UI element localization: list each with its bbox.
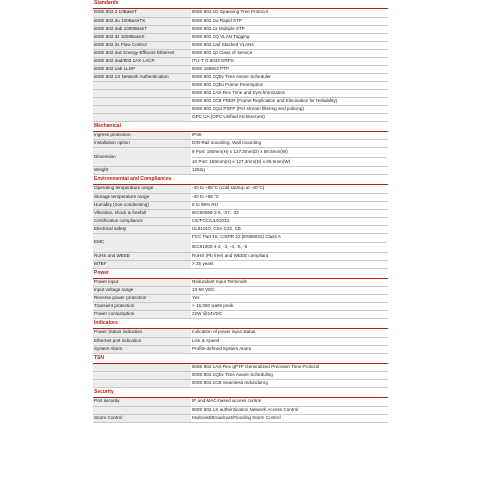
spec-label: IEEE 802.1ab LLDP xyxy=(93,65,191,73)
spec-value xyxy=(191,57,388,65)
section-indicators xyxy=(93,320,388,355)
spec-row xyxy=(93,132,388,140)
section-power xyxy=(93,270,388,321)
spec-value-line: Link & Speed xyxy=(192,337,220,343)
spec-value-line: Profile-defined System Alarm xyxy=(192,345,252,351)
spec-row xyxy=(93,201,388,209)
spec-value xyxy=(191,337,388,345)
spec-row xyxy=(93,406,388,414)
spec-row xyxy=(93,364,388,372)
spec-value xyxy=(191,295,388,303)
spec-value xyxy=(191,97,388,105)
spec-value-line: IEEE 802.1s Multiple STP xyxy=(192,25,245,31)
spec-label: Vibration, shock & freefall xyxy=(93,209,191,217)
spec-value-line: IEEE 802.1ad Stacked VLANs xyxy=(192,41,254,47)
spec-label: Certification compliance xyxy=(93,217,191,225)
spec-value xyxy=(191,252,388,260)
spec-value xyxy=(191,89,388,97)
spec-value xyxy=(191,260,388,268)
spec-value xyxy=(191,225,388,233)
spec-label: Input voltage range xyxy=(93,287,191,295)
spec-row xyxy=(93,380,388,388)
spec-table xyxy=(93,132,388,176)
spec-row xyxy=(93,260,388,268)
spec-value-line: > 25 years xyxy=(192,260,214,266)
spec-value-line: UL61010, CSA C22, CE xyxy=(192,225,242,231)
spec-table xyxy=(93,279,388,320)
spec-value xyxy=(191,105,388,113)
spec-value-line: Indication of power input status xyxy=(192,329,256,335)
spec-value-line: IEEE 802.1Qbv Time Aware Scheduler xyxy=(192,73,271,79)
spec-table xyxy=(93,185,388,269)
spec-label: IEEE 802.3az Energy-Efficient Ethernet xyxy=(93,49,191,57)
spec-value xyxy=(191,81,388,89)
spec-value xyxy=(191,414,388,422)
spec-value xyxy=(191,398,388,406)
spec-value-line: 5 to 95% RH xyxy=(192,201,219,207)
spec-value-line: OPC UA (OPC Unified Architecture) xyxy=(192,113,265,119)
spec-row xyxy=(93,113,388,121)
spec-value-line: Multicast/Broadcast/Flooding Storm Control xyxy=(192,414,281,420)
spec-row xyxy=(93,185,388,193)
spec-table xyxy=(93,398,388,423)
spec-row xyxy=(93,41,388,49)
spec-row xyxy=(93,372,388,380)
spec-label: Power Status indication xyxy=(93,329,191,337)
spec-value xyxy=(191,65,388,73)
section-title: Indicators xyxy=(93,320,388,329)
spec-value-line: IEC60068-2-6, -27, -32 xyxy=(192,209,239,215)
spec-value xyxy=(191,17,388,25)
spec-value-line: RoHS (Pb free) and WEEE compliant xyxy=(192,252,269,258)
spec-sheet xyxy=(93,0,388,424)
spec-value xyxy=(191,41,388,49)
spec-label: IEEE 802.3u 100BaseTX xyxy=(93,17,191,25)
section-title: Standards xyxy=(93,0,388,9)
spec-value-line: IP30 xyxy=(192,131,202,137)
spec-value xyxy=(191,303,388,311)
spec-value-line: IEEE 802.1Qbv Time Aware Scheduling xyxy=(192,372,273,378)
spec-row xyxy=(93,414,388,422)
spec-label: Operating temperature range xyxy=(93,185,191,193)
spec-value-line: Yes xyxy=(192,295,200,301)
spec-label xyxy=(93,89,191,97)
spec-row xyxy=(93,105,388,113)
spec-label xyxy=(93,105,191,113)
section-title: Security xyxy=(93,389,388,398)
spec-value-line: FCC Part 15, CISPR 22 (EN55022) Class A xyxy=(192,234,281,240)
spec-value xyxy=(191,364,388,372)
spec-row xyxy=(93,311,388,319)
spec-value-line: 22W @24VDC xyxy=(192,311,223,317)
spec-value-line: IEEE 802.1X authentication Network Access Control xyxy=(192,406,299,412)
spec-value xyxy=(191,311,388,319)
spec-row xyxy=(93,167,388,175)
spec-value xyxy=(191,372,388,380)
spec-label: IEEE 802.3ab 1000BaseT xyxy=(93,25,191,33)
spec-value xyxy=(191,279,388,287)
spec-row xyxy=(93,140,388,148)
spec-value xyxy=(191,113,388,121)
spec-row xyxy=(93,17,388,25)
spec-row xyxy=(93,287,388,295)
spec-label: IEEE 802.3ad/802.1AX LACP xyxy=(93,57,191,65)
spec-label xyxy=(93,372,191,380)
spec-row xyxy=(93,25,388,33)
spec-row xyxy=(93,217,388,225)
spec-value xyxy=(191,140,388,148)
spec-value-line: IEEE 802.1Qci PSFP (Per stream filtering and policing) xyxy=(192,105,305,111)
spec-row xyxy=(93,81,388,89)
spec-value-line: 1252g xyxy=(192,167,205,173)
spec-value xyxy=(191,201,388,209)
spec-value-line: IEEE 802.1w Rapid STP xyxy=(192,17,243,23)
spec-value xyxy=(191,33,388,41)
spec-row xyxy=(93,148,388,167)
spec-value-line: -40 to +85 °C xyxy=(192,193,220,199)
spec-label: Ingress protection xyxy=(93,132,191,140)
spec-value xyxy=(191,233,388,252)
spec-value-line: IEEE 802.1CB FRER (Frame Replication and Elimination for Reliability) xyxy=(192,97,338,103)
spec-table xyxy=(93,9,388,122)
spec-value xyxy=(191,49,388,57)
spec-label: Storage temperature range xyxy=(93,193,191,201)
spec-label: Electrical safety xyxy=(93,225,191,233)
section-tsn xyxy=(93,355,388,390)
spec-value xyxy=(191,345,388,353)
spec-row xyxy=(93,97,388,105)
spec-row xyxy=(93,329,388,337)
section-standards xyxy=(93,0,388,123)
spec-table xyxy=(93,329,388,354)
spec-value-line: 8 Port: 160mm(H) x 127.3mm(D) x 56.5mm(W) xyxy=(192,148,288,154)
spec-label xyxy=(93,364,191,372)
spec-label: MTBF xyxy=(93,260,191,268)
spec-value xyxy=(191,132,388,140)
spec-row xyxy=(93,398,388,406)
spec-value xyxy=(191,209,388,217)
spec-label: Reverse power protection xyxy=(93,295,191,303)
spec-label: RoHS and WEEE xyxy=(93,252,191,260)
section-security xyxy=(93,389,388,424)
spec-row xyxy=(93,252,388,260)
spec-value xyxy=(191,73,388,81)
spec-value xyxy=(191,217,388,225)
spec-row xyxy=(93,89,388,97)
spec-value xyxy=(191,9,388,17)
spec-row xyxy=(93,65,388,73)
spec-label xyxy=(93,81,191,89)
spec-value-line: IEC61000-4-2, -3, -4, -5, -6 xyxy=(192,242,387,250)
section-title: TSN xyxy=(93,355,388,364)
spec-row xyxy=(93,33,388,41)
spec-value-line: IEEE 802.1CB Seamless redundancy xyxy=(192,380,269,386)
section-title: Environmental and Compliances xyxy=(93,176,388,185)
spec-label xyxy=(93,97,191,105)
spec-label xyxy=(93,113,191,121)
spec-row xyxy=(93,233,388,252)
spec-label: Port security xyxy=(93,398,191,406)
spec-value-line: Redundant Input Terminals xyxy=(192,278,247,284)
spec-value xyxy=(191,287,388,295)
spec-value-line: IEEE 802.1p Class of Service xyxy=(192,49,253,55)
spec-value xyxy=(191,25,388,33)
spec-label: Installation option xyxy=(93,140,191,148)
spec-value-line: IEEE 1588v2 PTP xyxy=(192,65,230,71)
section-title: Mechanical xyxy=(93,123,388,132)
spec-value xyxy=(191,148,388,167)
section-mechanical xyxy=(93,123,388,177)
spec-value xyxy=(191,380,388,388)
spec-table xyxy=(93,364,388,389)
spec-row xyxy=(93,57,388,65)
spec-row xyxy=(93,337,388,345)
spec-label xyxy=(93,406,191,414)
spec-label: Power input xyxy=(93,279,191,287)
spec-value-line: IEEE 802.1Q VLAN Tagging xyxy=(192,33,250,39)
spec-value-line: DIN-Rail mounting, Wall mounting xyxy=(192,140,262,146)
spec-value xyxy=(191,185,388,193)
spec-value-line: IEEE 802.1Qbu Frame Preemption xyxy=(192,81,264,87)
spec-value-line: IP and MAC-based access control xyxy=(192,398,262,404)
spec-value xyxy=(191,193,388,201)
spec-label: Weight xyxy=(93,167,191,175)
spec-row xyxy=(93,303,388,311)
spec-value-line: IEEE 802.1AS-Rev gPTP Generalized Precision Time Protocol xyxy=(192,363,320,369)
spec-row xyxy=(93,49,388,57)
section-title: Power xyxy=(93,270,388,279)
spec-row xyxy=(93,209,388,217)
spec-value xyxy=(191,167,388,175)
spec-label: IEEE 802.3 10BaseT xyxy=(93,9,191,17)
spec-label: Power consumption xyxy=(93,311,191,319)
spec-row xyxy=(93,193,388,201)
spec-label: IEEE 802.3z 1000BaseX xyxy=(93,33,191,41)
spec-value-line: ITU-T G.8032 ERPS xyxy=(192,57,234,63)
spec-label: IEEE 802.3x Flow Control xyxy=(93,41,191,49)
spec-value-line: > 15,000 watts peak xyxy=(192,303,234,309)
spec-label: Dimension xyxy=(93,148,191,167)
spec-value-line: CE/FCC/UL61010, xyxy=(192,217,231,223)
spec-value-line: -40 to +85°C (cold startup at -40°C) xyxy=(192,185,265,191)
spec-value xyxy=(191,406,388,414)
spec-value-line: 10 Port: 160mm(H) x 127.3mm(D) x 65.5mm(W) xyxy=(192,157,387,165)
spec-label xyxy=(93,380,191,388)
spec-label: Ethernet port indication xyxy=(93,337,191,345)
spec-value xyxy=(191,329,388,337)
spec-label: IEEE 802.1X Network Authentication xyxy=(93,73,191,81)
spec-row xyxy=(93,9,388,17)
spec-row xyxy=(93,225,388,233)
spec-value-line: 10-58 VDC xyxy=(192,287,215,293)
spec-value-line: IEEE 802.1D Spanning Tree Protocol xyxy=(192,9,268,15)
spec-label: Humidity (non-condensing) xyxy=(93,201,191,209)
spec-label: Storm Control xyxy=(93,414,191,422)
section-environmental-and-compliances xyxy=(93,176,388,270)
spec-row xyxy=(93,295,388,303)
spec-row xyxy=(93,279,388,287)
spec-label: Transient protection xyxy=(93,303,191,311)
spec-label: System Alarm xyxy=(93,345,191,353)
spec-value-line: IEEE 802.1AS-Rev Time and Synchronization xyxy=(192,89,286,95)
spec-label: EMC xyxy=(93,233,191,252)
spec-row xyxy=(93,73,388,81)
spec-row xyxy=(93,345,388,353)
